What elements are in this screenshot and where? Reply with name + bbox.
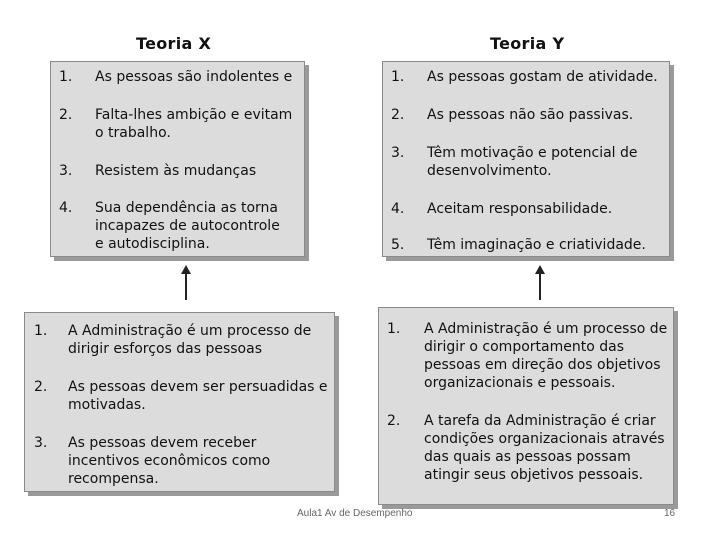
item-text: A tarefa da Administração é criar condições organizacionais através das quais as pessoas possam atingir seus objetivos pessoais. <box>424 413 665 483</box>
item-text: A Administração é um processo de dirigir o comportamento das pessoas em direção dos objetivos organizacionais e pessoais. <box>424 321 668 391</box>
page-number: 16 <box>664 508 676 519</box>
item-text: Têm motivação e potencial de desenvolvimento. <box>427 145 638 179</box>
theory-y-title: Teoria Y <box>490 34 565 53</box>
item-number: 1. <box>34 323 48 339</box>
item-text: Resistem às mudanças <box>95 163 257 179</box>
item-number: 2. <box>34 379 48 395</box>
item-text: As pessoas devem ser persuadidas e motivadas. <box>68 379 328 413</box>
item-number: 1. <box>387 321 401 337</box>
item-number: 1. <box>391 69 405 85</box>
arrow-up-icon <box>535 265 545 274</box>
footer-label: Aula1 Av de Desempenho <box>297 508 413 519</box>
item-number: 5. <box>391 237 405 253</box>
arrow-x-line <box>185 272 187 300</box>
item-text: Falta-lhes ambição e evitam o trabalho. <box>95 107 293 141</box>
item-text: As pessoas devem receber incentivos econômicos como recompensa. <box>68 435 271 487</box>
arrow-y-line <box>539 272 541 300</box>
theory-x-management-box <box>24 312 335 492</box>
item-text: A Administração é um processo de dirigir esforços das pessoas <box>68 323 312 357</box>
theory-y-assumptions-box <box>382 61 670 257</box>
item-text: Aceitam responsabilidade. <box>427 201 613 217</box>
item-number: 4. <box>391 201 405 217</box>
item-text: As pessoas gostam de atividade. <box>427 69 658 85</box>
item-text: As pessoas são indolentes e <box>95 69 293 85</box>
item-text: Têm imaginação e criatividade. <box>427 237 646 253</box>
theory-y-management-box <box>378 307 674 505</box>
theory-x-title: Teoria X <box>136 34 212 53</box>
item-number: 3. <box>34 435 48 451</box>
item-text: Sua dependência as torna incapazes de autocontrole e autodisciplina. <box>95 200 280 252</box>
item-number: 3. <box>391 145 405 161</box>
item-number: 3. <box>59 163 73 179</box>
item-text: As pessoas não são passivas. <box>427 107 634 123</box>
theory-x-assumptions-box <box>50 61 305 257</box>
item-number: 2. <box>387 413 401 429</box>
item-number: 1. <box>59 69 73 85</box>
item-number: 2. <box>391 107 405 123</box>
item-number: 2. <box>59 107 73 123</box>
arrow-up-icon <box>181 265 191 274</box>
item-number: 4. <box>59 200 73 216</box>
